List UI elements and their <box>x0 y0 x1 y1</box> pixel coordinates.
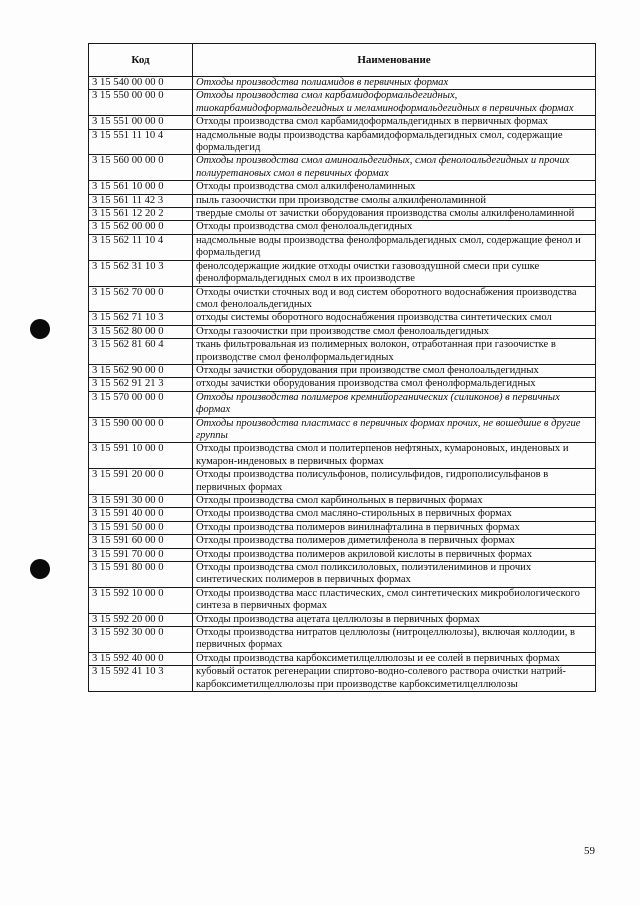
waste-code-cell: 3 15 592 41 10 3 <box>89 666 193 692</box>
waste-code-cell: 3 15 561 12 20 2 <box>89 208 193 221</box>
waste-code-cell: 3 15 592 20 00 0 <box>89 613 193 626</box>
waste-name-cell: Отходы производства смол карбамидоформальдегидных в первичных формах <box>193 116 596 129</box>
name-column-header: Наименование <box>193 44 596 77</box>
punch-hole <box>30 319 50 339</box>
table-row <box>89 652 596 665</box>
waste-code-cell: 3 15 591 10 00 0 <box>89 443 193 469</box>
table-row <box>89 77 596 90</box>
waste-code-cell: 3 15 562 00 00 0 <box>89 221 193 234</box>
table-row <box>89 562 596 588</box>
waste-code-cell: 3 15 540 00 00 0 <box>89 77 193 90</box>
table-row <box>89 234 596 260</box>
waste-name-cell: Отходы производства смол аминоальдегидных, смол фенолоальдегидных и прочих полиуретановых смол в первичных формах <box>193 155 596 181</box>
table-row <box>89 508 596 521</box>
waste-code-cell: 3 15 562 81 60 4 <box>89 339 193 365</box>
table-row <box>89 535 596 548</box>
table-row <box>89 378 596 391</box>
waste-name-cell: Отходы производства смол фенолоальдегидных <box>193 221 596 234</box>
table-row <box>89 260 596 286</box>
table-row <box>89 613 596 626</box>
waste-name-cell: Отходы производства полимеров диметилфенола в первичных формах <box>193 535 596 548</box>
table-row <box>89 417 596 443</box>
waste-name-cell: Отходы зачистки оборудования при производстве смол фенолоальдегидных <box>193 364 596 377</box>
waste-code-cell: 3 15 591 60 00 0 <box>89 535 193 548</box>
waste-code-cell: 3 15 562 80 00 0 <box>89 325 193 338</box>
table-row <box>89 181 596 194</box>
waste-name-cell: Отходы производства полиамидов в первичных формах <box>193 77 596 90</box>
waste-code-cell: 3 15 591 20 00 0 <box>89 469 193 495</box>
waste-name-cell: кубовый остаток регенерации спиртово-водно-солевого раствора очистки натрий-карбоксиметилцеллюлозы при производстве карбоксиметилцеллюлозы <box>193 666 596 692</box>
table-row <box>89 364 596 377</box>
page-number: 59 <box>584 845 595 857</box>
waste-code-cell: 3 15 562 31 10 3 <box>89 260 193 286</box>
table-row <box>89 90 596 116</box>
table-row <box>89 312 596 325</box>
table-row <box>89 116 596 129</box>
waste-name-cell: отходы зачистки оборудования производства смол фенолформальдегидных <box>193 378 596 391</box>
waste-code-cell: 3 15 591 40 00 0 <box>89 508 193 521</box>
waste-code-cell: 3 15 590 00 00 0 <box>89 417 193 443</box>
waste-code-cell: 3 15 562 70 00 0 <box>89 286 193 312</box>
table-row <box>89 155 596 181</box>
waste-code-cell: 3 15 562 91 21 3 <box>89 378 193 391</box>
waste-code-cell: 3 15 561 11 42 3 <box>89 194 193 207</box>
table-row <box>89 666 596 692</box>
waste-name-cell: Отходы производства полимеров акриловой кислоты в первичных формах <box>193 548 596 561</box>
table-row <box>89 548 596 561</box>
table-row <box>89 325 596 338</box>
table-row <box>89 521 596 534</box>
table-row <box>89 129 596 155</box>
waste-name-cell: Отходы производства смол карбамидоформальдегидных, тиокарбамидоформальдегидных и меламиноформальдегидных в первичных формах <box>193 90 596 116</box>
table-row <box>89 339 596 365</box>
waste-code-cell: 3 15 591 80 00 0 <box>89 562 193 588</box>
waste-name-cell: Отходы производства смол масляно-стирольных в первичных формах <box>193 508 596 521</box>
waste-code-cell: 3 15 591 70 00 0 <box>89 548 193 561</box>
waste-code-cell: 3 15 550 00 00 0 <box>89 90 193 116</box>
waste-name-cell: фенолсодержащие жидкие отходы очистки газовоздушной смеси при сушке фенолформальдегидных смол в их производстве <box>193 260 596 286</box>
waste-code-cell: 3 15 591 50 00 0 <box>89 521 193 534</box>
waste-code-cell: 3 15 592 10 00 0 <box>89 587 193 613</box>
waste-name-cell: надсмольные воды производства карбамидоформальдегидных смол, содержащие формальдегид <box>193 129 596 155</box>
waste-name-cell: твердые смолы от зачистки оборудования производства смолы алкилфеноламинной <box>193 208 596 221</box>
waste-name-cell: Отходы производства полимеров винилнафталина в первичных формах <box>193 521 596 534</box>
code-column-header: Код <box>89 44 193 77</box>
waste-code-cell: 3 15 591 30 00 0 <box>89 495 193 508</box>
waste-code-cell: 3 15 592 40 00 0 <box>89 652 193 665</box>
table-row <box>89 391 596 417</box>
waste-code-cell: 3 15 551 00 00 0 <box>89 116 193 129</box>
waste-name-cell: Отходы газоочистки при производстве смол фенолоальдегидных <box>193 325 596 338</box>
waste-name-cell: Отходы производства смол алкилфеноламинных <box>193 181 596 194</box>
table-row <box>89 194 596 207</box>
waste-code-cell: 3 15 570 00 00 0 <box>89 391 193 417</box>
waste-name-cell: Отходы производства карбоксиметилцеллюлозы и ее солей в первичных формах <box>193 652 596 665</box>
table-row <box>89 208 596 221</box>
waste-code-cell: 3 15 562 11 10 4 <box>89 234 193 260</box>
table-row <box>89 221 596 234</box>
waste-name-cell: Отходы производства смол поликсилоловых, полиэтилениминов и прочих синтетических полимеров в первичных формах <box>193 562 596 588</box>
waste-code-table <box>88 43 596 692</box>
waste-name-cell: отходы системы оборотного водоснабжения производства синтетических смол <box>193 312 596 325</box>
waste-name-cell: ткань фильтровальная из полимерных волокон, отработанная при газоочистке в производстве смол фенолформальдегидных <box>193 339 596 365</box>
waste-name-cell: Отходы производства пластмасс в первичных формах прочих, не вошедшие в другие группы <box>193 417 596 443</box>
waste-name-cell: Отходы производства смол карбинольных в первичных формах <box>193 495 596 508</box>
table-row <box>89 286 596 312</box>
waste-name-cell: Отходы производства полимеров кремнийорганических (силиконов) в первичных формах <box>193 391 596 417</box>
waste-name-cell: пыль газоочистки при производстве смолы алкилфеноламинной <box>193 194 596 207</box>
table-row <box>89 627 596 653</box>
waste-code-cell: 3 15 551 11 10 4 <box>89 129 193 155</box>
table-header-row <box>89 44 596 77</box>
waste-code-cell: 3 15 561 10 00 0 <box>89 181 193 194</box>
waste-code-cell: 3 15 560 00 00 0 <box>89 155 193 181</box>
table-row <box>89 443 596 469</box>
table-row <box>89 495 596 508</box>
waste-name-cell: Отходы производства нитратов целлюлозы (нитроцеллюлозы), включая коллодии, в первичных формах <box>193 627 596 653</box>
waste-name-cell: надсмольные воды производства фенолформальдегидных смол, содержащие фенол и формальдегид <box>193 234 596 260</box>
waste-name-cell: Отходы очистки сточных вод и вод систем оборотного водоснабжения производства смол фенолоальдегидных <box>193 286 596 312</box>
waste-code-cell: 3 15 562 71 10 3 <box>89 312 193 325</box>
waste-name-cell: Отходы производства масс пластических, смол синтетических микробиологического синтеза в первичных формах <box>193 587 596 613</box>
waste-name-cell: Отходы производства ацетата целлюлозы в первичных формах <box>193 613 596 626</box>
punch-hole <box>30 559 50 579</box>
table-row <box>89 469 596 495</box>
table-row <box>89 587 596 613</box>
waste-name-cell: Отходы производства смол и политерпенов нефтяных, кумароновых, инденовых и кумарон-инденовых в первичных формах <box>193 443 596 469</box>
waste-code-cell: 3 15 562 90 00 0 <box>89 364 193 377</box>
waste-name-cell: Отходы производства полисульфонов, полисульфидов, гидрополисульфанов в первичных формах <box>193 469 596 495</box>
waste-code-cell: 3 15 592 30 00 0 <box>89 627 193 653</box>
